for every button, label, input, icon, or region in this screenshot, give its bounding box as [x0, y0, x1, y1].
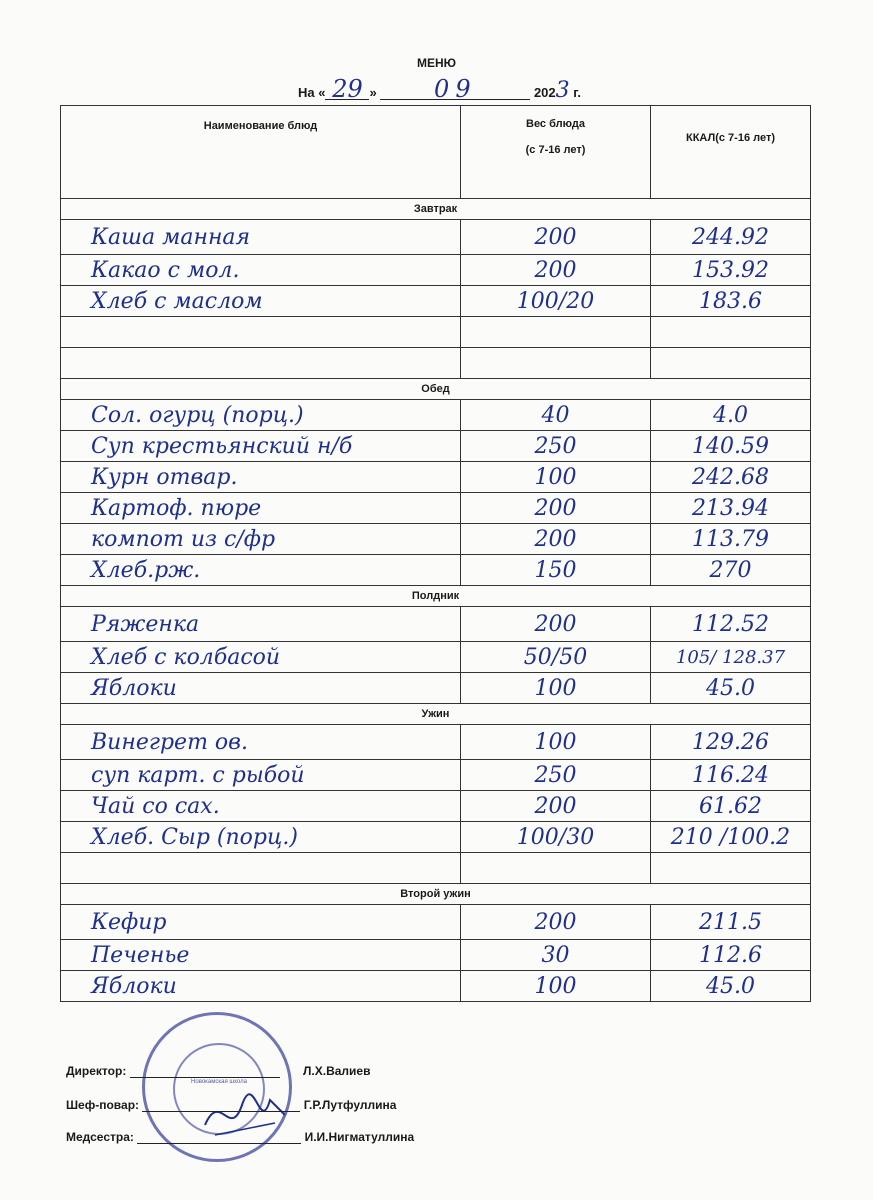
empty-row — [61, 348, 811, 379]
dish-weight: 100 — [461, 725, 651, 760]
dish-kcal: 213.94 — [651, 493, 811, 524]
dish-weight: 40 — [461, 400, 651, 431]
dish-name: Курн отвар. — [61, 462, 461, 493]
dish-weight: 200 — [461, 905, 651, 940]
date-prefix: На « — [298, 85, 326, 100]
dish-name: Хлеб с маслом — [61, 286, 461, 317]
table-row — [61, 255, 811, 286]
dish-kcal: 153.92 — [651, 255, 811, 286]
dish-kcal: 270 — [651, 555, 811, 586]
signature-name: Л.Х.Валиев — [303, 1064, 371, 1078]
table-row — [61, 555, 811, 586]
signature-role: Шеф-повар: — [66, 1098, 140, 1112]
section-title-dinner: Ужин — [61, 704, 811, 725]
dish-weight: 50/50 — [461, 642, 651, 673]
table-row — [61, 791, 811, 822]
dish-name: Хлеб.рж. — [61, 555, 461, 586]
dish-name: компот из с/фр — [61, 524, 461, 555]
dish-weight: 200 — [461, 607, 651, 642]
date-line — [298, 75, 582, 103]
dish-weight: 200 — [461, 524, 651, 555]
dish-kcal: 112.6 — [651, 940, 811, 971]
date-mid: » — [369, 85, 377, 100]
dish-name: Картоф. пюре — [61, 493, 461, 524]
table-row — [61, 524, 811, 555]
dish-kcal: 116.24 — [651, 760, 811, 791]
dish-kcal: 45.0 — [651, 673, 811, 704]
dish-name: Каша манная — [61, 220, 461, 255]
signature-line — [137, 1131, 301, 1144]
year-handwritten: 3 — [555, 78, 570, 103]
header-weight — [461, 106, 651, 199]
header-name: Наименование блюд — [61, 106, 461, 199]
dish-kcal: 61.62 — [651, 791, 811, 822]
signature-role: Директор: — [66, 1064, 127, 1078]
signature-chef — [66, 1098, 396, 1112]
dish-name: суп карт. с рыбой — [61, 760, 461, 791]
dish-name: Чай со сах. — [61, 791, 461, 822]
dish-name: Какао с мол. — [61, 255, 461, 286]
dish-weight: 250 — [461, 431, 651, 462]
dish-weight: 100/20 — [461, 286, 651, 317]
dish-weight: 30 — [461, 940, 651, 971]
dish-name: Яблоки — [61, 971, 461, 1002]
dish-name: Суп крестьянский н/б — [61, 431, 461, 462]
date-year — [533, 78, 582, 103]
signature-name: Г.Р.Лутфуллина — [303, 1098, 397, 1112]
dish-kcal: 211.5 — [651, 905, 811, 940]
signature-director — [66, 1064, 370, 1078]
dish-kcal: 112.52 — [651, 607, 811, 642]
date-day: 29 — [325, 79, 369, 100]
dish-kcal: 140.59 — [651, 431, 811, 462]
dish-weight: 100 — [461, 971, 651, 1002]
dish-name: Хлеб с колбасой — [61, 642, 461, 673]
signature-role: Медсестра: — [66, 1130, 134, 1144]
dish-weight: 200 — [461, 493, 651, 524]
dish-weight: 250 — [461, 760, 651, 791]
section-title-snack: Полдник — [61, 586, 811, 607]
dish-name: Сол. огурц (порц.) — [61, 400, 461, 431]
dish-weight: 100/30 — [461, 822, 651, 853]
table-row — [61, 220, 811, 255]
dish-kcal: 244.92 — [651, 220, 811, 255]
dish-weight: 200 — [461, 255, 651, 286]
section-title-second-dinner: Второй ужин — [61, 884, 811, 905]
dish-name: Печенье — [61, 940, 461, 971]
dish-kcal: 242.68 — [651, 462, 811, 493]
table-row — [61, 607, 811, 642]
dish-weight: 150 — [461, 555, 651, 586]
dish-weight: 100 — [461, 673, 651, 704]
dish-weight: 200 — [461, 791, 651, 822]
table-row — [61, 940, 811, 971]
dish-name: Яблоки — [61, 673, 461, 704]
dish-kcal: 113.79 — [651, 524, 811, 555]
table-row — [61, 725, 811, 760]
empty-row — [61, 853, 811, 884]
dish-kcal: 45.0 — [651, 971, 811, 1002]
stamp-text: Новокамская школа — [191, 1079, 247, 1085]
header-weight-line2: (с 7-16 лет) — [525, 144, 586, 156]
menu-table — [60, 105, 811, 1002]
table-row — [61, 905, 811, 940]
year-suffix: г. — [573, 85, 582, 100]
table-row — [61, 822, 811, 853]
section-title-breakfast: Завтрак — [61, 199, 811, 220]
table-row — [61, 462, 811, 493]
table-row — [61, 400, 811, 431]
dish-name: Ряженка — [61, 607, 461, 642]
signature-nurse — [66, 1130, 414, 1144]
dish-weight: 200 — [461, 220, 651, 255]
table-row — [61, 760, 811, 791]
table-row — [61, 971, 811, 1002]
table-header-row — [61, 106, 811, 199]
section-title-lunch: Обед — [61, 379, 811, 400]
table-row — [61, 493, 811, 524]
dish-name: Кефир — [61, 905, 461, 940]
dish-name: Хлеб. Сыр (порц.) — [61, 822, 461, 853]
year-printed: 202 — [533, 85, 556, 100]
dish-kcal: 129.26 — [651, 725, 811, 760]
dish-weight: 100 — [461, 462, 651, 493]
dish-kcal: 105/ 128.37 — [651, 642, 811, 673]
table-row — [61, 673, 811, 704]
header-weight-line1: Вес блюда — [526, 118, 585, 130]
table-row — [61, 642, 811, 673]
dish-name: Винегрет ов. — [61, 725, 461, 760]
dish-kcal: 210 /100.2 — [651, 822, 811, 853]
header-kcal: ККАЛ(с 7-16 лет) — [651, 106, 811, 199]
table-row — [61, 431, 811, 462]
dish-kcal: 4.0 — [651, 400, 811, 431]
date-month: 09 — [380, 79, 530, 100]
signature-line — [142, 1099, 300, 1112]
table-row — [61, 286, 811, 317]
signature-line — [130, 1065, 280, 1078]
empty-row — [61, 317, 811, 348]
document-title: МЕНЮ — [416, 56, 457, 70]
dish-kcal: 183.6 — [651, 286, 811, 317]
signature-name: И.И.Нигматуллина — [304, 1130, 415, 1144]
